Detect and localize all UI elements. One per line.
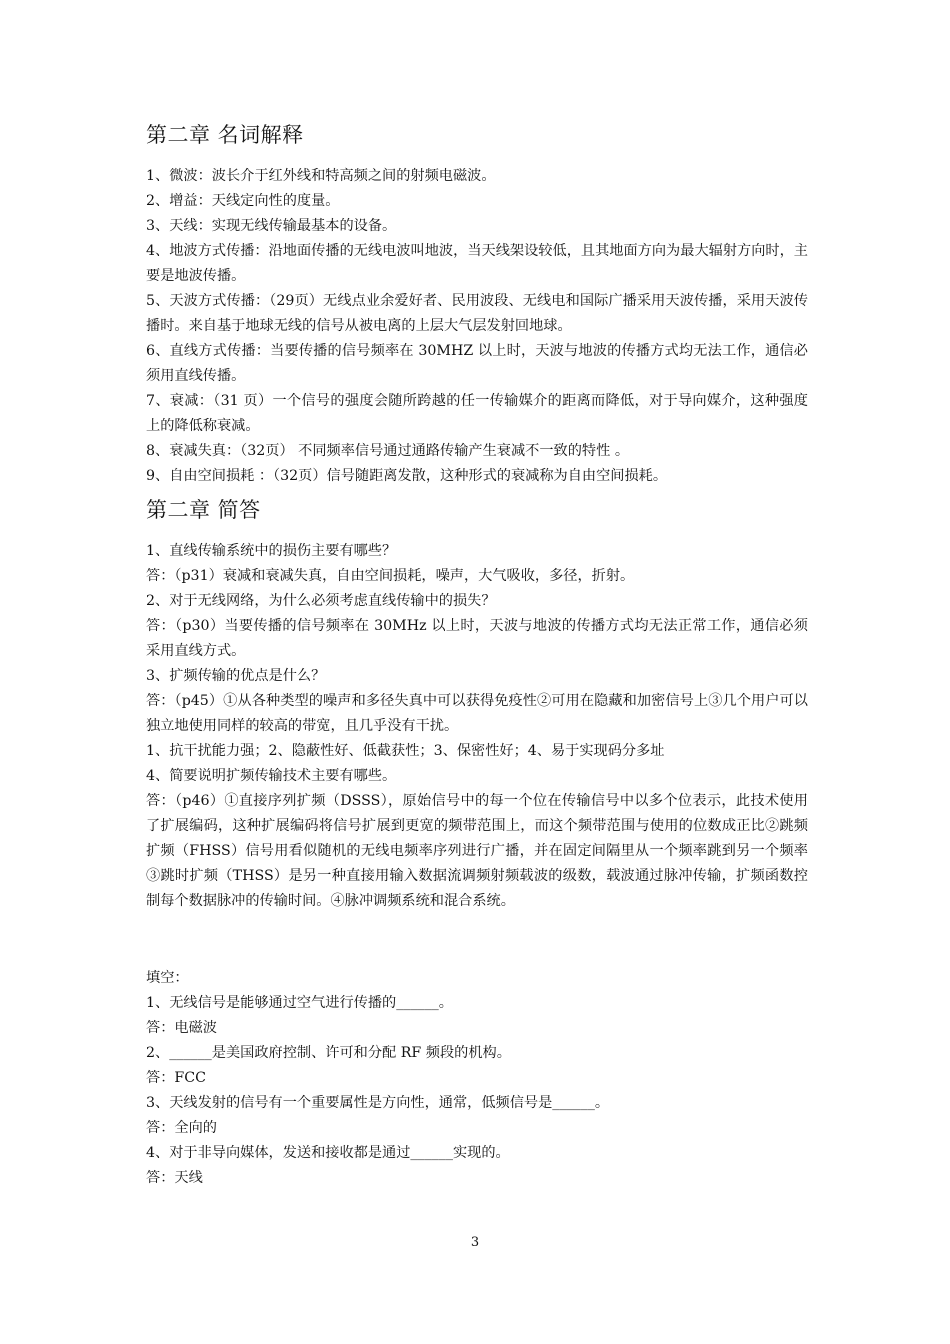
term-item: 9、自由空间损耗 ：（32页）信号随距离发散，这种形式的衰减称为自由空间损耗。 <box>146 468 668 484</box>
section-title-terms: 第二章 名词解释 <box>146 123 304 147</box>
qa-item: 答：（p31）衰减和衰减失真，自由空间损耗，噪声，大气吸收，多径，折射。 <box>146 568 635 584</box>
qa-item: 答：（p30）当要传播的信号频率在 30MHz 以上时，天波与地波的传播方式均无法正常工作，通信必须采用直线方式。 <box>146 618 808 659</box>
term-item: 3、天线：实现无线传输最基本的设备。 <box>146 218 397 234</box>
qa-item: 答：（p45）①从各种类型的噪声和多径失真中可以获得免疫性②可用在隐藏和加密信号上③几个用户可以独立地使用同样的较高的带宽，且几乎没有干扰。 <box>146 693 808 734</box>
qa-item: 1、直线传输系统中的损伤主要有哪些？ <box>146 543 397 559</box>
short-answer-list <box>146 539 808 914</box>
term-item: 4、地波方式传播：沿地面传播的无线电波叫地波，当天线架设较低，且其地面方向为最大辐射方向时，主要是地波传播。 <box>146 243 808 284</box>
qa-item: 4、简要说明扩频传输技术主要有哪些。 <box>146 768 397 784</box>
fill-item: 1、无线信号是能够通过空气进行传播的______。 <box>146 995 453 1011</box>
document-page <box>146 118 808 1191</box>
fill-item: 答：电磁波 <box>146 1020 217 1036</box>
section-title-short-answer: 第二章 简答 <box>146 498 261 522</box>
qa-item: 答：（p46）①直接序列扩频（DSSS），原始信号中的每一个位在传输信号中以多个位表示，此技术使用了扩展编码，这种扩展编码将信号扩展到更宽的频带范围上，而这个频带范围与使用的位数成正比②跳频扩频（FHSS）信号用看似随机的无线电频率序列进行广播，并在固定间隔里从一个频率跳到另一个频率③跳时扩频（THSS）是另一种直接用输入数据流调频射频载波的级数，载波通过脉冲传输，扩频函数控制每个数据脉冲的传输时间。④脉冲调频系统和混合系统。 <box>146 793 808 909</box>
qa-item: 2、对于无线网络，为什么必须考虑直线传输中的损失？ <box>146 593 496 609</box>
term-item: 8、衰减失真：（32页） 不同频率信号通过通路传输产生衰减不一致的特性 。 <box>146 443 630 459</box>
qa-item: 1、抗干扰能力强；2、隐蔽性好、低截获性；3、保密性好；4、易于实现码分多址 <box>146 743 665 759</box>
term-item: 2、增益：天线定向性的度量。 <box>146 193 340 209</box>
terms-list <box>146 164 808 489</box>
term-item: 5、天波方式传播：（29页）无线点业余爱好者、民用波段、无线电和国际广播采用天波传播，采用天波传播时。来自基于地球无线的信号从被电离的上层大气层发射回地球。 <box>146 293 808 334</box>
fill-item: 4、对于非导向媒体，发送和接收都是通过______实现的。 <box>146 1145 510 1161</box>
spacer <box>146 914 808 966</box>
section-title-fill-blank: 填空： <box>146 970 189 986</box>
page-number: 3 <box>470 1235 480 1250</box>
fill-item: 答：天线 <box>146 1170 203 1186</box>
fill-item: 2、______是美国政府控制、许可和分配 RF 频段的机构。 <box>146 1045 511 1061</box>
term-item: 6、直线方式传播：当要传播的信号频率在 30MHZ 以上时，天波与地波的传播方式均无法工作，通信必须用直线传播。 <box>146 343 808 384</box>
qa-item: 3、扩频传输的优点是什么？ <box>146 668 326 684</box>
fill-item: 答：全向的 <box>146 1120 217 1136</box>
term-item: 7、衰减：（31 页）一个信号的强度会随所跨越的任一传输媒介的距离而降低，对于导向媒介，这种强度上的降低称衰减。 <box>146 393 808 434</box>
fill-item: 答：FCC <box>146 1070 206 1086</box>
term-item: 1、微波：波长介于红外线和特高频之间的射频电磁波。 <box>146 168 496 184</box>
fill-item: 3、天线发射的信号有一个重要属性是方向性，通常，低频信号是______。 <box>146 1095 610 1111</box>
fill-blank-list <box>146 991 808 1191</box>
